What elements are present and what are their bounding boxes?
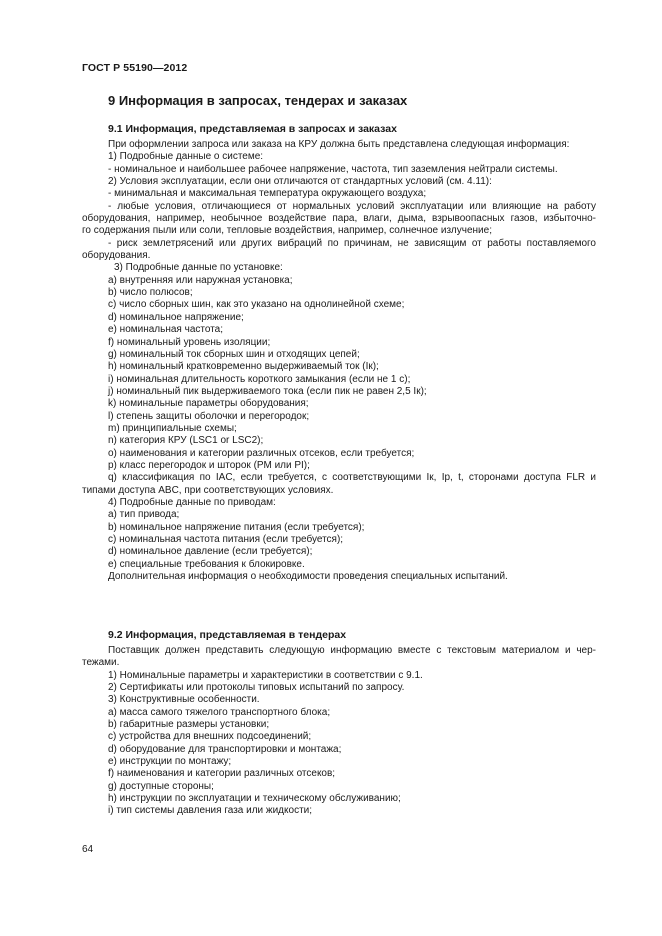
standard-header: ГОСТ Р 55190—2012 [82, 62, 188, 74]
text-line: типами доступа ABC, при соответствующих условиях. [82, 484, 334, 496]
list-item: i) тип системы давления газа или жидкости; [108, 805, 313, 817]
list-item: l) степень защиты оболочки и перегородок; [108, 410, 310, 422]
list-item: a) внутренняя или наружная установка; [108, 274, 293, 286]
text-line: 3) Подробные данные по установке: [114, 262, 283, 274]
list-item: 2) Сертификаты или протоколы типовых испытаний по запросу. [108, 682, 405, 694]
list-item: g) доступные стороны; [108, 780, 214, 792]
subsection-9-1-body [82, 139, 596, 583]
page-number: 64 [82, 844, 94, 855]
list-item: h) инструкции по эксплуатации и техническому обслуживанию; [108, 793, 401, 805]
list-item: p) класс перегородок и шторок (РМ или PI); [108, 459, 310, 471]
list-item: j) номинальный пик выдерживаемого тока (если пик не равен 2,5 Iк); [108, 385, 427, 397]
text-line: Поставщик должен представить следующую информацию вместе с текстовым материалом и чер- [108, 645, 596, 656]
list-item: b) номинальное напряжение питания (если требуется); [108, 521, 365, 533]
text-line: - номинальное и наибольшее рабочее напряжение, частота, тип заземления нейтрали системы. [108, 163, 558, 175]
list-item: h) номинальный кратковременно выдерживаемый ток (Iк); [108, 361, 379, 373]
list-item: e) номинальная частота; [108, 324, 224, 336]
list-item: a) масса самого тяжелого транспортного блока; [108, 706, 331, 718]
text-line: тежами. [82, 657, 120, 669]
list-item: b) габаритные размеры установки; [108, 719, 270, 731]
list-item: 4) Подробные данные по приводам: [108, 496, 276, 508]
text-line: 2) Условия эксплуатации, если они отличаются от стандартных условий (см. 4.11): [108, 176, 492, 188]
subsection-9-2-title: 9.2 Информация, представляемая в тендерах [108, 629, 347, 641]
text-line: - риск землетрясений или других вибраций по причинам, не зависящим от работы поставляемого [108, 237, 596, 249]
list-item: b) число полюсов; [108, 287, 193, 299]
list-item: i) номинальная длительность короткого замыкания (если не 1 с); [108, 373, 411, 385]
list-item: 3) Конструктивные особенности. [108, 694, 260, 706]
text-line: го содержания пыли или соли, тепловые воздействия, например, солнечное излучение; [82, 225, 492, 237]
text-line: Дополнительная информация о необходимости проведения специальных испытаний. [108, 571, 508, 583]
list-item: n) категория КРУ (LSC1 or LSC2); [108, 435, 264, 447]
list-item: f) наименования и категории различных отсеков; [108, 768, 336, 780]
list-item: c) устройства для внешних подсоединений; [108, 731, 312, 743]
list-item: g) номинальный ток сборных шин и отходящих цепей; [108, 348, 360, 360]
text-line: оборудования, например, необычное воздействие пара, влаги, дыма, взрывоопасных газов, избыточно- [82, 213, 596, 225]
section-title: 9 Информация в запросах, тендерах и заказах [108, 93, 408, 108]
text-line: 1) Подробные данные о системе: [108, 151, 264, 163]
list-item: m) принципиальные схемы; [108, 422, 237, 434]
text-line: При оформлении запроса или заказа на КРУ должна быть представлена следующая информация: [108, 139, 570, 150]
subsection-9-2-body [82, 645, 596, 818]
list-item: d) оборудование для транспортировки и монтажа; [108, 743, 342, 755]
text-line: - любые условия, отличающиеся от нормальных условий эксплуатации или влияющие на работу [108, 200, 596, 212]
list-item: c) число сборных шин, как это указано на однолинейной схеме; [108, 299, 405, 311]
list-item: e) инструкции по монтажу; [108, 756, 232, 768]
list-item: q) классификация по IAC, если требуется, с соответствующими Iк, Iр, t, сторонами доступа FLR и [108, 472, 596, 484]
subsection-9-1-title: 9.1 Информация, представляемая в запросах и заказах [108, 123, 397, 135]
list-item: c) номинальная частота питания (если требуется); [108, 534, 344, 545]
list-item: f) номинальный уровень изоляции; [108, 336, 271, 348]
list-item: o) наименования и категории различных отсеков, если требуется; [108, 447, 415, 459]
list-item: d) номинальное напряжение; [108, 311, 244, 323]
list-item: e) специальные требования к блокировке. [108, 558, 305, 570]
list-item: k) номинальные параметры оборудования; [108, 398, 309, 410]
list-item: a) тип привода; [108, 509, 180, 521]
list-item: 1) Номинальные параметры и характеристики в соответствии с 9.1. [108, 669, 423, 681]
list-item: d) номинальное давление (если требуется); [108, 546, 313, 558]
text-line: - минимальная и максимальная температура окружающего воздуха; [108, 188, 427, 200]
text-line: оборудования. [82, 250, 151, 262]
